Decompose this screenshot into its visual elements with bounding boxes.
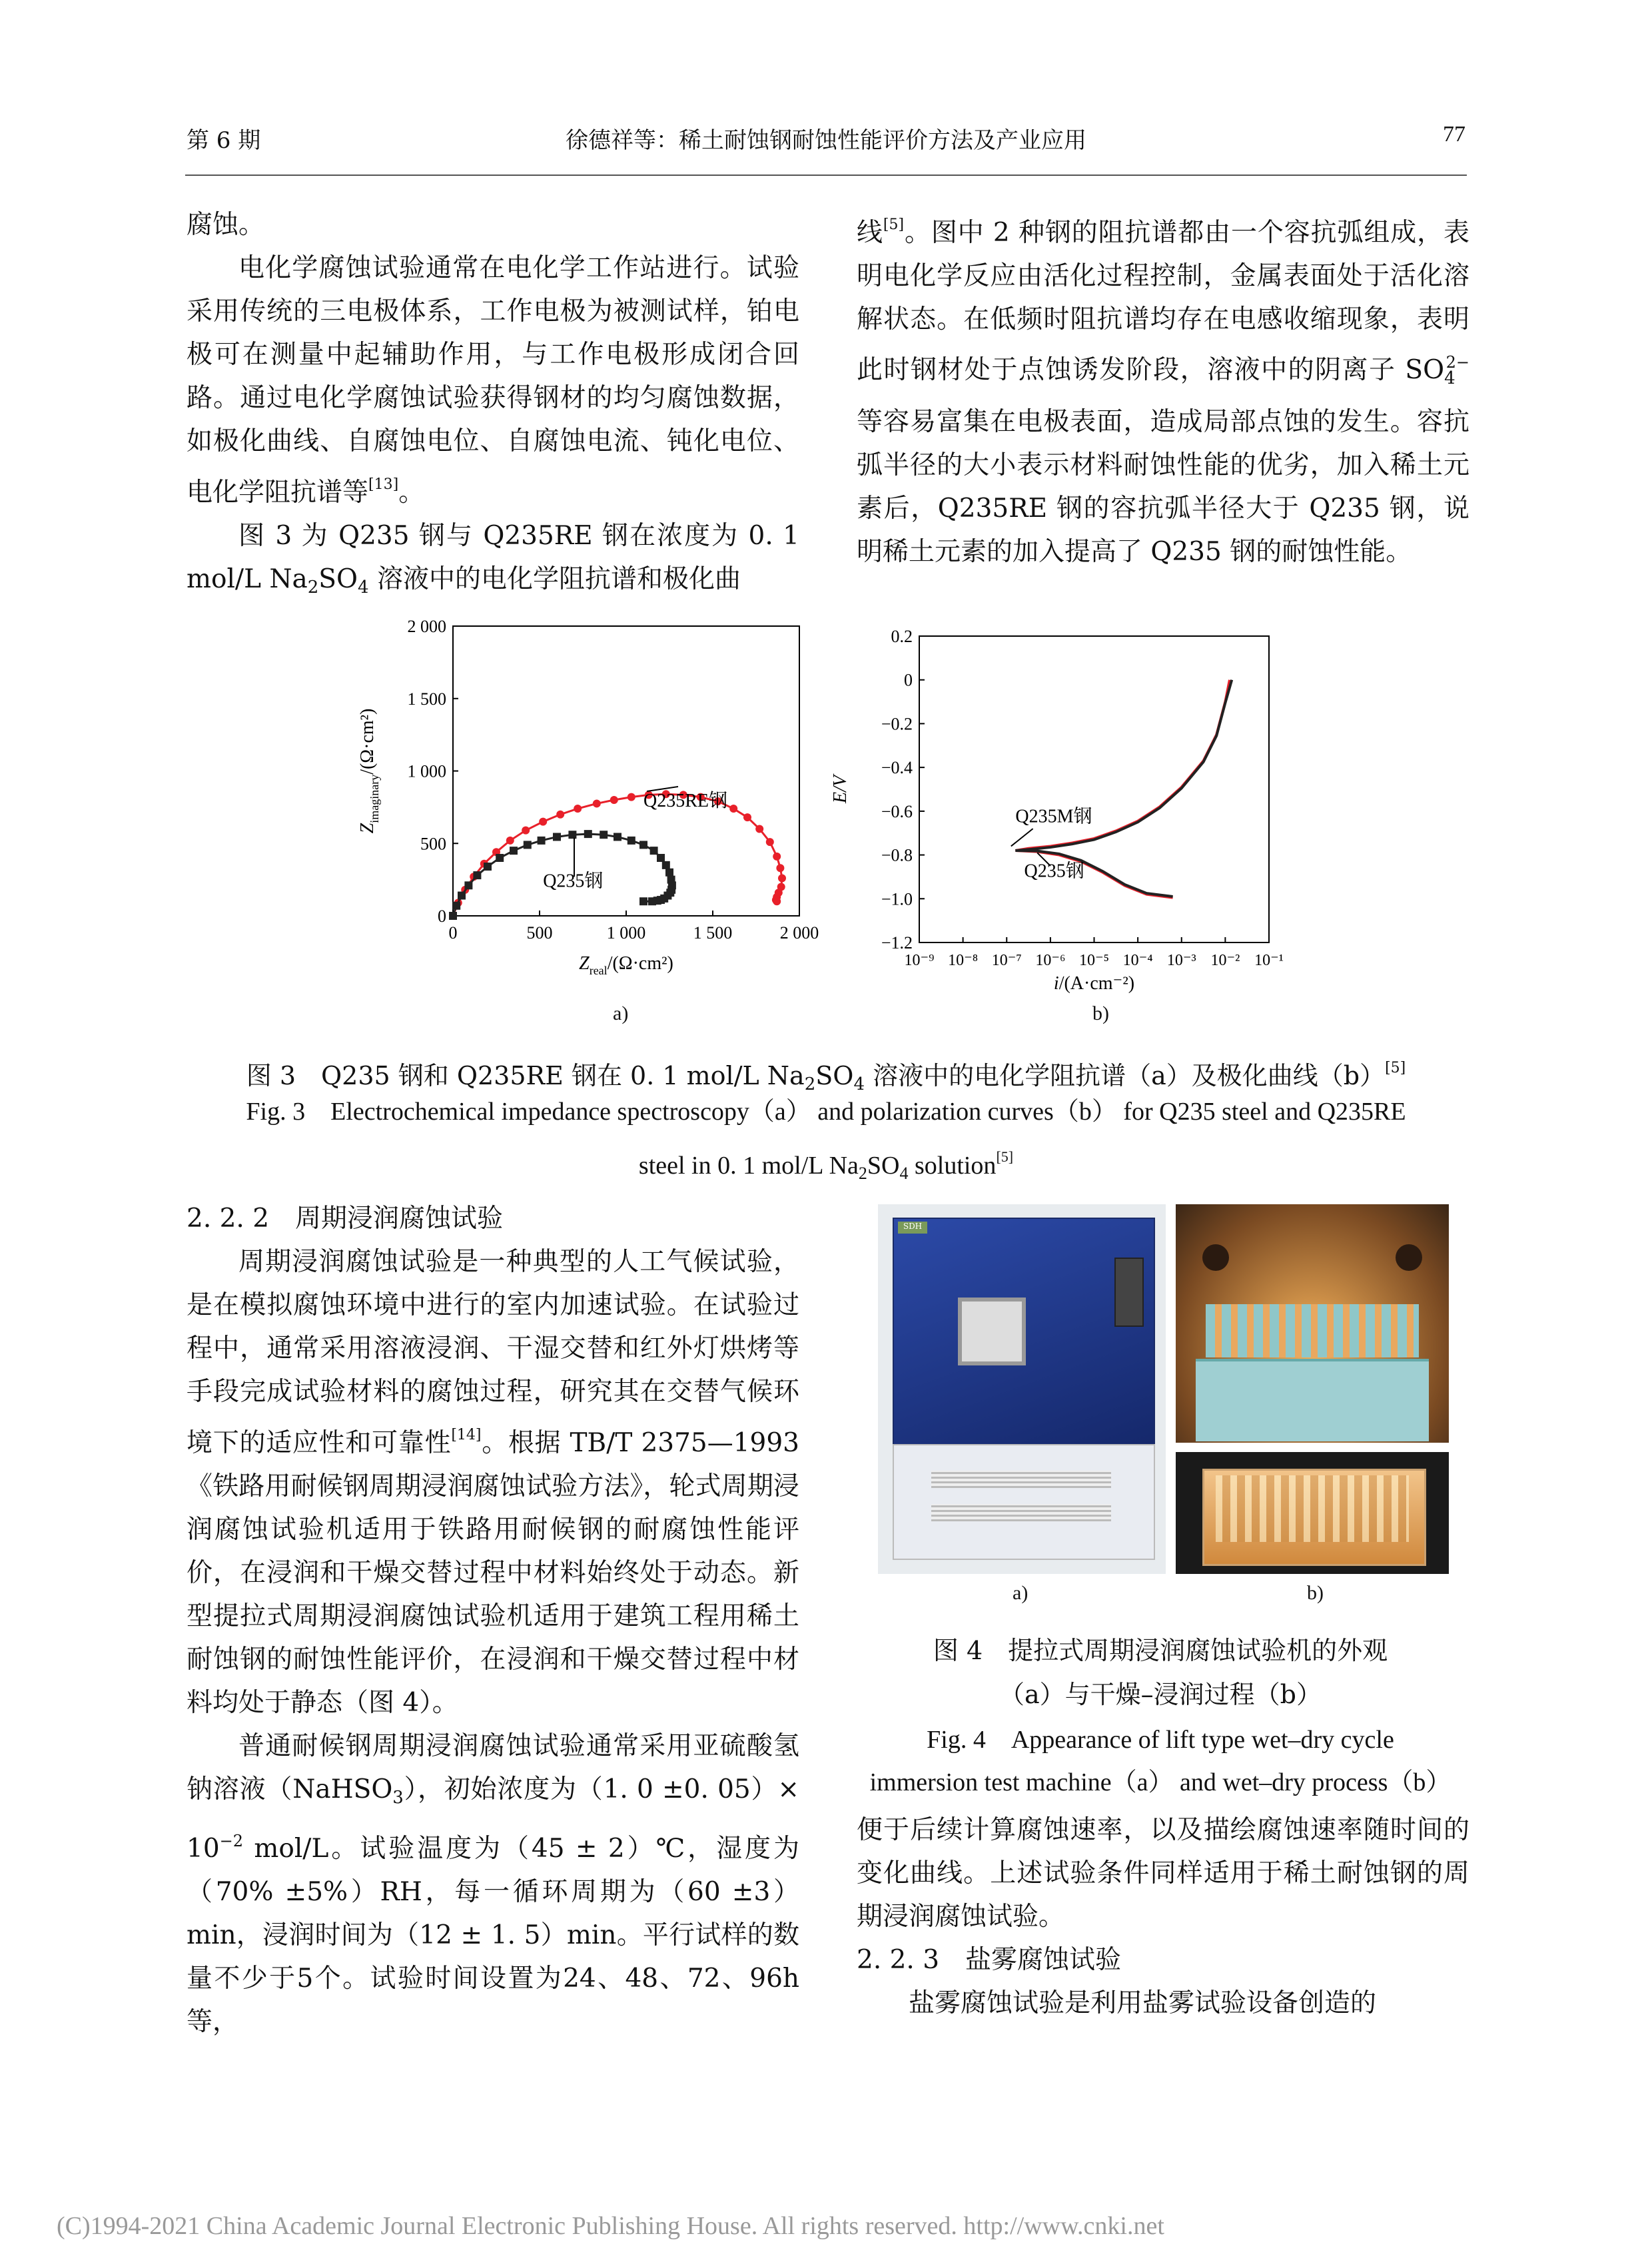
y-tick-label: −0.4 (881, 758, 913, 778)
fig3a-impedance-chart (346, 613, 853, 1039)
x-axis-label: $Z_{real}/(\Omega\cdot cm^2)$ (579, 953, 673, 977)
annotation-q235: Q235钢 (543, 871, 604, 892)
y-tick-label: −1.2 (881, 933, 913, 952)
data-point (593, 799, 601, 807)
fig3-caption-cn: 图 3 Q235 钢和 Q235RE 钢在 0. 1 mol/L $Na_2SO_4$ 溶液中的电化学阻抗谱（a）及极化曲线（b）[5] (246, 1060, 1406, 1094)
data-point (452, 902, 460, 910)
y-tick-label: 0 (438, 907, 446, 926)
data-point (639, 841, 647, 849)
x-tick-label: 1 000 (606, 923, 646, 942)
y-tick-label: −0.6 (881, 801, 913, 821)
plot-frame (919, 636, 1269, 942)
data-point (755, 825, 763, 833)
fig3a-label: a) (613, 1002, 629, 1024)
x-tick-label: 1 500 (693, 923, 733, 942)
section-heading: 2. 2. 3 盐雾腐蚀试验 (857, 1945, 1122, 1975)
x-tick-label: 10⁻⁸ (948, 952, 979, 969)
page-number: 77 (1443, 122, 1465, 147)
data-point (743, 813, 751, 821)
x-tick-label: 10⁻⁵ (1078, 952, 1110, 969)
annotation-q235: Q235钢 (1024, 861, 1084, 882)
paragraph: 盐雾腐蚀试验是利用盐雾试验设备创造的 (909, 1988, 1377, 2018)
data-point (484, 863, 492, 871)
data-point (539, 818, 547, 826)
data-point (614, 833, 621, 841)
x-tick-label: 2 000 (779, 923, 819, 942)
y-axis-label: $Z_{imaginary}/(\Omega\cdot cm^2)$ (357, 708, 381, 834)
y-tick-label: 1 000 (407, 761, 446, 781)
data-point (510, 847, 518, 855)
data-point (568, 831, 576, 839)
machine-label: SDH (898, 1222, 927, 1234)
data-point (665, 869, 673, 877)
right-column-top (857, 203, 1469, 573)
left-column-top (187, 203, 799, 609)
x-tick-label: 10⁻² (1210, 952, 1240, 969)
x-axis-label: i/(A·cm⁻²) (1053, 973, 1135, 994)
data-point (627, 837, 635, 845)
data-point (627, 793, 635, 801)
header-rule (185, 175, 1467, 176)
x-tick-label: 10⁻³ (1166, 952, 1196, 969)
y-tick-label: −0.8 (881, 845, 913, 865)
fig4b-label: b) (1307, 1582, 1324, 1604)
fig3-caption-en: Fig. 3 Electrochemical impedance spectroscopy（a） and polarization curves（b） for Q235 steel and Q235RE (246, 1098, 1406, 1126)
x-tick-label: 10⁻⁷ (991, 952, 1022, 969)
x-tick-label: 10⁻⁴ (1122, 952, 1153, 969)
y-tick-label: −0.2 (881, 714, 913, 734)
data-point (729, 805, 737, 813)
fig4b-wet-photo (1176, 1452, 1449, 1574)
annotation-arrow (1011, 829, 1033, 846)
data-point (773, 897, 781, 905)
data-point (766, 838, 774, 846)
fig4-caption-en: Fig. 4 Appearance of lift type wet–dry cycle (927, 1726, 1394, 1754)
fig4b-dry-photo (1176, 1204, 1449, 1443)
data-point (449, 912, 457, 920)
paragraph: 周期浸润腐蚀试验是一种典型的人工气候试验，是在模拟腐蚀环境中进行的室内加速试验。在试验过程中，通常采用溶液浸润、干湿交替和红外灯烘烤等手段完成试验材料的腐蚀过程，研究其在交替气候环境下的适应性和可靠性[14]。根据 TB/T 2375—1993《铁路用耐候钢周期浸润腐蚀试验方法》，轮式周期浸润腐蚀试验机适用于铁路用耐候钢的耐腐蚀性能评价，在浸润和干燥交替过程中材料始终处于动态。新型提拉式周期浸润腐蚀试验机适用于建筑工程用稀土耐蚀钢的耐蚀性能评价，在浸润和干燥交替过程中材料均处于静态（图 4）。 (187, 1247, 799, 1718)
paragraph: 线[5]。图中 2 种钢的阻抗谱都由一个容抗弧组成，表明电化学反应由活化过程控制，金属表面处于活化溶解状态。在低频时阻抗谱均存在电感收缩现象，表明此时钢材处于点蚀诱发阶段，溶液中的阴离子 $SO_4^{2-}$ 等容易富集在电极表面，造成局部点蚀的发生。容抗弧半径的大小表示材料耐蚀性能的优劣，加入稀土元素后，Q235RE 钢的容抗弧半径大于 Q235 钢，说明稀土元素的加入提高了 Q235 钢的耐蚀性能。 (857, 216, 1469, 567)
annotation-q235m: Q235M钢 (1015, 806, 1092, 827)
fig4-caption-cn-2: （a）与干燥–浸润过程（b） (999, 1680, 1322, 1709)
data-point (773, 853, 781, 861)
right-column-bottom (857, 1808, 1469, 2025)
fig4-caption-en-2: immersion test machine（a） and wet–dry process（b） (869, 1768, 1451, 1796)
fig4a-label: a) (1013, 1582, 1029, 1604)
fig3-caption-en-2: steel in 0. 1 mol/L $Na_2SO_4$ solution[5] (638, 1148, 1014, 1183)
fig3b-polarization-chart (819, 623, 1339, 1039)
y-tick-label: 500 (420, 834, 446, 854)
data-point (584, 830, 592, 838)
annotation-q235re: Q235RE钢 (643, 790, 728, 811)
x-tick-label: 10⁻⁹ (904, 952, 935, 969)
y-tick-label: 2 000 (407, 617, 446, 636)
data-point (639, 897, 647, 905)
data-point (778, 874, 786, 882)
x-tick-label: 0 (448, 923, 458, 942)
data-point (464, 881, 472, 889)
data-point (776, 864, 784, 872)
x-tick-label: 10⁻¹ (1254, 952, 1284, 969)
data-point (506, 837, 514, 845)
data-point (458, 892, 466, 900)
data-point (496, 854, 504, 862)
copyright-footer: (C)1994-2021 China Academic Journal Electronic Publishing House. All rights reserved. http://www.cnki.net (57, 2212, 1164, 2240)
data-point (600, 831, 608, 839)
data-point (650, 847, 658, 855)
y-tick-label: −1.0 (881, 889, 913, 909)
data-point (574, 805, 582, 813)
running-title: 徐德祥等：稀土耐蚀钢耐蚀性能评价方法及产业应用 (566, 127, 1086, 154)
y-tick-label: 0 (904, 670, 913, 690)
data-point (556, 811, 564, 819)
data-point (657, 854, 665, 862)
data-point (522, 827, 530, 835)
fig3b-label: b) (1092, 1002, 1109, 1024)
x-tick-label: 500 (526, 923, 553, 942)
data-point (473, 871, 481, 879)
y-axis-label: E/V (830, 775, 851, 803)
data-point (524, 841, 532, 849)
fig4-caption-cn: 图 4 提拉式周期浸润腐蚀试验机的外观 (933, 1636, 1388, 1665)
fig4a-machine-photo (878, 1204, 1166, 1574)
data-point (610, 796, 618, 804)
data-point (538, 837, 546, 845)
data-point (648, 897, 656, 905)
paragraph: 电化学腐蚀试验通常在电化学工作站进行。试验采用传统的三电极体系，工作电极为被测试样，铂电极可在测量中起辅助作用，与工作电极形成闭合回路。通过电化学腐蚀试验获得钢材的均匀腐蚀数据，如极化曲线、自腐蚀电位、自腐蚀电流、钝化电位、电化学阻抗谱等[13]。 (187, 253, 799, 508)
plot-frame (453, 626, 799, 916)
paragraph: 图 3 为 Q235 钢与 Q235RE 钢在浓度为 0. 1 mol/L $Na_2SO_4$ 溶液中的电化学阻抗谱和极化曲 (187, 521, 799, 597)
paragraph: 腐蚀。 (187, 210, 265, 240)
data-point (662, 861, 670, 869)
paragraph: 普通耐候钢周期浸润腐蚀试验通常采用亚硫酸氢钠溶液（NaHSO$_3$），初始浓度为（1. 0 ±0. $05)\times 10^{-2}$ mol/L。试验温度为（45 ± 2）℃，湿度为（70% ±5%）RH，每一循环周期为（60 ±3）min，浸润时间为（12 ± 1. 5）min。平行试样的数量不少于5个。试验时间设置为24、48、72、96h等， (187, 1731, 800, 2037)
y-tick-label: 1 500 (407, 689, 446, 709)
paragraph: 便于后续计算腐蚀速率，以及描绘腐蚀速率随时间的变化曲线。上述试验条件同样适用于稀土耐蚀钢的周期浸润腐蚀试验。 (857, 1815, 1469, 1932)
y-tick-label: 0.2 (891, 627, 913, 646)
x-tick-label: 10⁻⁶ (1035, 952, 1066, 969)
data-point (553, 833, 561, 841)
issue-number: 第 6 期 (187, 127, 261, 154)
left-column-bottom (187, 1197, 799, 2044)
section-heading: 2. 2. 2 周期浸润腐蚀试验 (187, 1204, 504, 1234)
